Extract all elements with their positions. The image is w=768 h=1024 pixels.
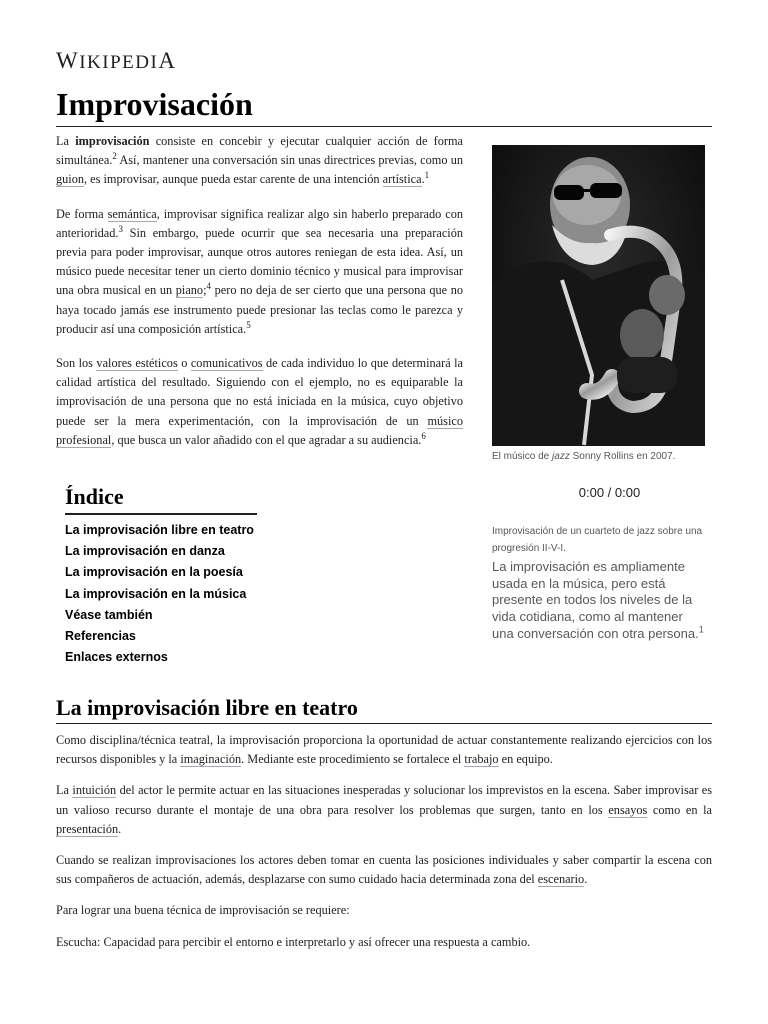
text-run: , es improvisar, aunque pueda estar carente de una intención (84, 172, 383, 187)
toc-item[interactable]: La improvisación en la poesía (65, 565, 243, 580)
text-run: ; (203, 283, 207, 298)
section-paragraph-4: Para lograr una buena técnica de improvisación se requiere: (56, 903, 350, 918)
audio-player (492, 485, 707, 643)
section-body (56, 731, 712, 964)
intro-paragraph-1 (56, 132, 463, 190)
text-run: De forma (56, 206, 108, 221)
link-semantica[interactable]: semántica (107, 206, 157, 221)
text-run: Sonny Rollins en 2007. (569, 451, 676, 462)
text-run: La improvisación es ampliamente usada en la música, pero está presente en todos los niveles de la vida cotidiana, como al mantener una conversación con otra persona. (492, 559, 699, 641)
toc-divider (65, 513, 257, 515)
section-paragraph-2 (56, 781, 712, 839)
link-trabajo[interactable]: trabajo (464, 752, 499, 767)
audio-caption: Improvisación de un cuarteto de jazz sobre una progresión II-V-I. (492, 526, 703, 554)
text-run: Cuando se realizan improvisaciones los actores deben tomar en cuenta las posiciones individuales y saber compartir la escena con sus compañeros de actuación, además, desplazarse con sumo cuidado hacia determinada zona del (56, 853, 712, 887)
link-guion[interactable]: guion (56, 172, 85, 187)
text-run: La (56, 134, 76, 148)
section-heading: La improvisación libre en teatro (56, 695, 358, 720)
text-run: . (421, 172, 425, 187)
wordmark-last: A (158, 48, 177, 73)
toc-heading: Índice (65, 484, 124, 509)
text-run: Son los (56, 356, 97, 371)
text-run: . Mediante este procedimiento se fortalece el (241, 752, 465, 767)
link-valores-esteticos[interactable]: valores estéticos (96, 356, 178, 371)
link-comunicativos[interactable]: comunicativos (190, 356, 263, 371)
link-artistica[interactable]: artística (382, 172, 422, 187)
intro-paragraph-2 (56, 205, 463, 339)
wordmark-first: W (56, 48, 80, 73)
text-run: Como disciplina/técnica teatral, la improvisación proporciona la oportunidad de actuar constantemente realizando ejercicios con los recursos disponibles y la (56, 733, 712, 767)
text-run: del actor le permite actuar en las situaciones inesperadas y solucionar los imprevistos en la escena. Saber improvisar es un valioso recurso durante el montaje de una obra para resolver los problemas que surgen, tanto en los (56, 783, 712, 817)
page-title: Improvisación (56, 86, 253, 122)
text-run: de cada individuo lo que determinará la calidad artística del resultado. Siguiendo con el ejemplo, no es equiparable la improvisación de una persona que no está iniciada en la música, cuyo objetivo puede ser la mera experimentación, con la improvisación de un (56, 356, 464, 428)
link-ensayos[interactable]: ensayos (608, 802, 648, 817)
text-run: como en la (647, 802, 712, 817)
wikipedia-wordmark[interactable] (56, 48, 176, 74)
reference-link[interactable]: 1 (424, 170, 430, 181)
text-run: El músico de (492, 451, 553, 462)
link-musico-profesional[interactable]: músico profesional (56, 413, 463, 447)
text-run: . (584, 872, 588, 887)
figure-caption (492, 451, 705, 462)
bold-term: improvisación (75, 134, 150, 148)
infobox-figure (492, 145, 705, 462)
text-run: , que busca un valor añadido con el que agradar a su audiencia. (111, 432, 422, 447)
link-imaginacion[interactable]: imaginación (180, 752, 242, 767)
text-run: La (56, 783, 73, 798)
section-paragraph-1 (56, 731, 712, 769)
reference-link[interactable]: 2 (112, 151, 117, 162)
toc-list (65, 520, 260, 668)
text-run: . (118, 821, 122, 836)
reference-link[interactable]: 5 (246, 319, 251, 330)
text-run: consiste en concebir y ejecutar cualquier acción de forma simultánea. (56, 134, 463, 168)
intro-column (56, 132, 463, 465)
link-presentacion[interactable]: presentación (56, 821, 119, 836)
emphasis-text: jazz (552, 451, 570, 462)
title-divider (56, 126, 712, 127)
reference-link[interactable]: 1 (698, 624, 704, 635)
toc-item[interactable]: Referencias (65, 629, 136, 644)
text-run: Así, mantener una conversación sin unas directrices previas, como un (116, 153, 463, 168)
link-escenario[interactable]: escenario (537, 872, 585, 887)
text-run: o (177, 356, 191, 371)
toc-item[interactable]: La improvisación en la música (65, 586, 247, 601)
section-divider (56, 723, 712, 724)
audio-description (492, 559, 707, 643)
toc-item[interactable]: La improvisación en danza (65, 544, 225, 559)
link-intuicion[interactable]: intuición (72, 783, 117, 798)
text-run: pero no deja de ser cierto que una persona que no haya tocado jamás ese instrumento puede presionar las teclas como le parezca y producir así una composición artística. (56, 283, 463, 336)
toc-item[interactable]: Enlaces externos (65, 650, 168, 665)
text-run: en equipo. (498, 752, 553, 767)
link-piano[interactable]: piano (175, 283, 204, 298)
text-run: , improvisar significa realizar algo sin haberlo preparado con anterioridad. (56, 206, 463, 240)
toc-item[interactable]: Véase también (65, 607, 153, 622)
audio-time-display[interactable]: 0:00 / 0:00 (578, 485, 641, 500)
table-of-contents (65, 483, 260, 668)
reference-link[interactable]: 4 (206, 281, 212, 292)
section-paragraph-3 (56, 851, 712, 889)
toc-item[interactable]: La improvisación libre en teatro (65, 523, 254, 537)
intro-paragraph-3 (56, 354, 463, 450)
text-run: Sin embargo, puede ocurrir que sea necesaria una preparación previa para poder improvisar, aunque otros autores reniegan de esta idea. Así, un músico puede necesitar tener un cierto dominio técnico y musical para improvisar una obra musical en un (56, 225, 463, 298)
reference-link[interactable]: 3 (118, 223, 123, 234)
reference-link[interactable]: 6 (421, 430, 426, 441)
saxophonist-photo[interactable] (492, 145, 705, 446)
section-paragraph-5: Escucha: Capacidad para percibir el entorno e interpretarlo y así ofrecer una respuesta a cambio. (56, 934, 531, 949)
wordmark-rest: IKIPEDI (79, 52, 159, 73)
